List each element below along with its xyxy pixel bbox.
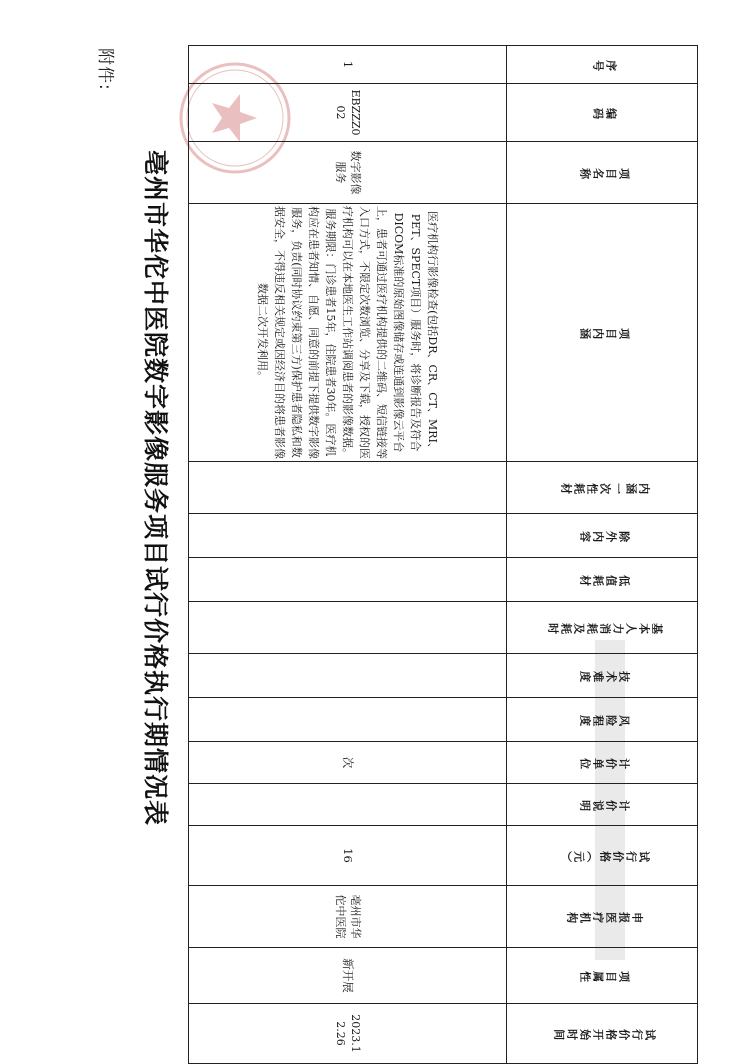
header-start-time: 试行价格开始时间 — [507, 1004, 698, 1064]
cell-unit: 次 — [189, 742, 507, 784]
header-unit: 计价单位 — [507, 742, 698, 784]
header-content: 项目内涵 — [507, 204, 698, 462]
attachment-label: 附件: — [95, 48, 115, 91]
cell-price: 16 — [189, 826, 507, 886]
cell-institution: 亳州市华佗中医院 — [189, 886, 507, 948]
cell-attribute: 新开展 — [189, 948, 507, 1004]
header-difficulty: 技术难度 — [507, 654, 698, 698]
cell-low-value — [189, 558, 507, 602]
header-name: 项目名称 — [507, 142, 698, 204]
document-title: 亳州市华佗中医院数字影像服务项目试行价格执行期情况表 — [141, 150, 170, 827]
cell-name: 数字影像服务 — [189, 142, 507, 204]
header-attribute: 项目属性 — [507, 948, 698, 1004]
cell-seq: 1 — [189, 46, 507, 84]
header-price: 试行价格（元） — [507, 826, 698, 886]
header-excluded: 除外内容 — [507, 514, 698, 558]
cell-note — [189, 784, 507, 826]
header-risk: 风险程度 — [507, 698, 698, 742]
header-consumables: 内涵一次性耗材 — [507, 462, 698, 514]
cell-content: 医疗机构行影像检查(包括DR、CR、CT、MRI、PET、SPECT项目）服务时，将诊断报告及符合DICOM标准的原始图像储存或连通到影像云平台上，患者可通过医疗机构提供的二维码、短信链接等入口方式，不限定次数浏览、分享及下载，授权的医疗机构可以在本地医生工作站调阅患者的影像数据。服务期限：门诊患者15年，住院患者30年。医疗机构应在患者知情、自愿、同意的前提下提供数字影像服务，负责(同时协议约束第三方)保护患者隐私和数据安全，不得违反相关规定或因经济目的将患者影像数据二次开发利用。 — [189, 204, 507, 462]
header-code: 编码 — [507, 84, 698, 142]
cell-code: EBZZZ002 — [189, 84, 507, 142]
header-seq: 序号 — [507, 46, 698, 84]
cell-excluded — [189, 514, 507, 558]
cell-consumables — [189, 462, 507, 514]
cell-labor — [189, 602, 507, 654]
header-low-value: 低值耗材 — [507, 558, 698, 602]
price-table — [188, 45, 698, 1064]
cell-difficulty — [189, 654, 507, 698]
header-labor: 基本人力消耗及耗时 — [507, 602, 698, 654]
header-institution: 申报医疗机构 — [507, 886, 698, 948]
table-row — [189, 46, 507, 1064]
cell-risk — [189, 698, 507, 742]
header-note: 计价说明 — [507, 784, 698, 826]
table-header-row — [507, 46, 698, 1064]
cell-start-time: 2023.12.26 — [189, 1004, 507, 1064]
